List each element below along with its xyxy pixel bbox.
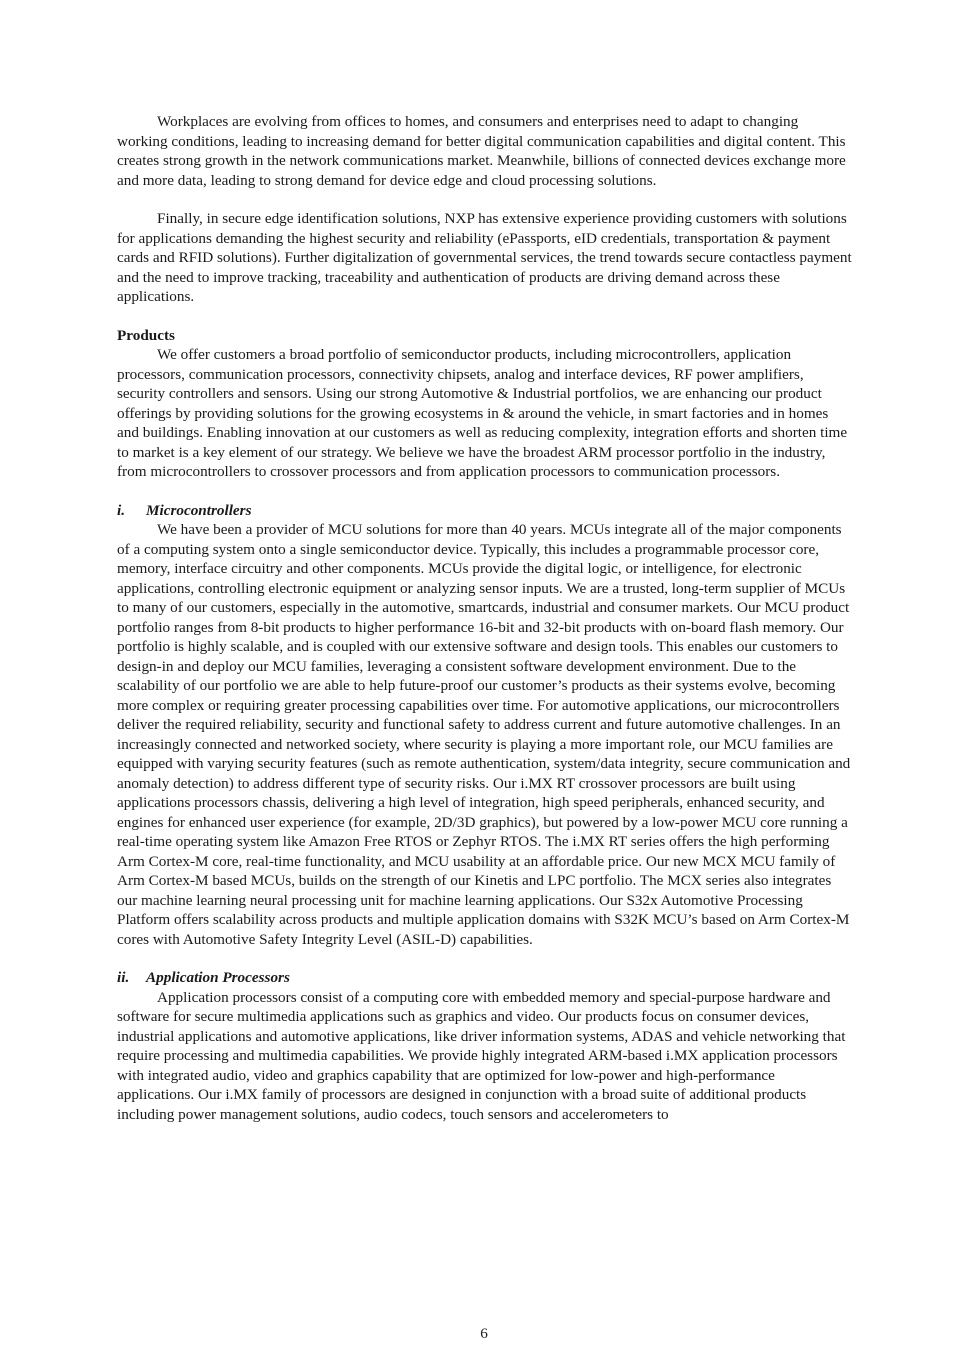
microcontrollers-paragraph: We have been a provider of MCU solutions for more than 40 years. MCUs integrate all of the major components of a computing system onto a single semiconductor device. Typically, this includes a programmable processor core, memory, interface circuitry and other components. MCUs provide the digital logic, or intelligence, for electronic applications, controlling electronic equipment or analyzing sensor inputs. We are a trusted, long-term supplier of MCUs to many of our customers, especially in the automotive, smartcards, industrial and consumer markets. Our MCU product portfolio ranges from 8-bit products to higher performance 16-bit and 32-bit products with on-board flash memory. Our portfolio is highly scalable, and is coupled with our extensive software and design tools. This enables our customers to design-in and deploy our MCU families, leveraging a consistent software development environment. Due to the scalability of our portfolio we are able to help future-proof our customer’s products as their systems evolve, becoming more complex or requiring greater processing capabilities over time. For automotive applications, our microcontrollers deliver the required reliability, security and functional safety to address current and future automotive challenges. In an increasingly connected and networked society, where security is playing a more important role, our MCU families are equipped with varying security features (such as remote authentication, system/data integrity, secure communication and anomaly detection) to address different type of security risks. Our i.MX RT crossover processors are built using applications processors chassis, delivering a high level of integration, high speed peripherals, enhanced security, and engines for enhanced user experience (for example, 2D/3D graphics), but powered by a low-power MCU core running a real-time operating system like Amazon Free RTOS or Zephyr RTOS. The i.MX RT series offers the high performing Arm Cortex-M core, real-time functionality, and MCU usability at an affordable price. Our new MCX MCU family of Arm Cortex-M based MCUs, builds on the strength of our Kinetis and LPC portfolio. The MCX series also integrates our machine learning neural processing unit for machine learning applications. Our S32x Automotive Processing Platform offers scalability across products and multiple application domains with S32K MCU’s based on Arm Cortex-M cores with Automotive Safety Integrity Level (ASIL-D) capabilities. xyxy=(117,521,851,948)
intro-paragraph-1: Workplaces are evolving from offices to homes, and consumers and enterprises need to adapt to changing working conditions, leading to increasing demand for better digital communication capabilities and digital content. This creates strong growth in the network communications market. Meanwhile, billions of connected devices exchange more and more data, leading to strong demand for device edge and cloud processing solutions. xyxy=(117,113,846,189)
microcontrollers-number: i. xyxy=(117,501,126,519)
application-processors-number: ii. xyxy=(117,969,130,986)
application-processors-heading xyxy=(117,968,852,988)
microcontrollers-title: Microcontrollers xyxy=(146,501,252,519)
intro-paragraph-2: Finally, in secure edge identification solutions, NXP has extensive experience providing customers with solutions for applications demanding the highest security and reliability (ePassports, eID credentials, transportation & payment cards and RFID solutions). Further digitalization of governmental services, the trend towards secure contactless payment and the need to improve tracking, traceability and authentication of products are driving demand across these applications. xyxy=(117,210,852,305)
application-processors-title: Application Processors xyxy=(146,969,290,986)
products-heading: Products xyxy=(117,326,175,344)
microcontrollers-heading xyxy=(117,501,852,521)
document-page xyxy=(117,112,852,1124)
page-number: 6 xyxy=(480,1325,488,1342)
products-paragraph: We offer customers a broad portfolio of semiconductor products, including microcontrollers, application processors, communication processors, connectivity chipsets, analog and interface devices, RF power amplifiers, security controllers and sensors. Using our strong Automotive & Industrial portfolios, we are enhancing our product offerings by providing solutions for the growing ecosystems in & around the vehicle, in smart factories and in homes and buildings. Enabling innovation at our customers as well as reducing complexity, integration efforts and shorten time to market is a key element of our strategy. We believe we have the broadest ARM processor portfolio in the industry, from microcontrollers to crossover processors and from application processors to communication processors. xyxy=(117,346,848,480)
application-processors-paragraph: Application processors consist of a computing core with embedded memory and special-purpose hardware and software for secure multimedia applications such as graphics and video. Our products focus on consumer devices, industrial applications and automotive applications, like driver information systems, ADAS and vehicle networking that require processing and multimedia capabilities. We provide highly integrated ARM-based i.MX application processors with integrated audio, video and graphics capability that are optimized for low-power and high-performance applications. Our i.MX family of processors are designed in conjunction with a broad suite of additional products including power management solutions, audio codecs, touch sensors and accelerometers to xyxy=(117,988,846,1123)
